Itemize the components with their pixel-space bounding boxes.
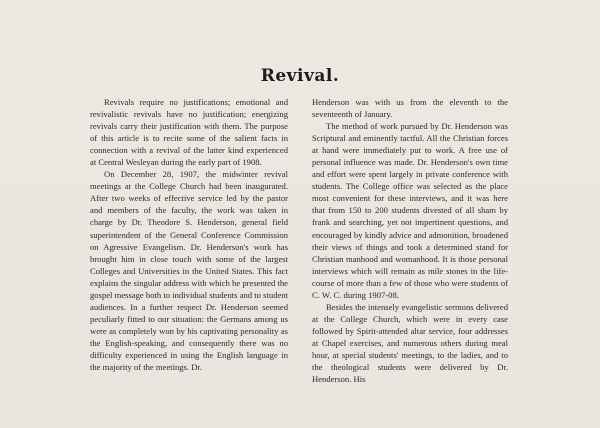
paragraph: On December 28, 1907, the midwinter revival meetings at the College Church had been inaugurated. After two weeks of effective service led by the pastor and members of the faculty, the work was taken in charge by Dr. Theodore S. Henderson, general field superintendent of the General Conference Commission on Agressive Evangelism. Dr. Henderson's work has brought him in close touch with some of the largest Colleges and Universities in the United States. This fact explains the singular address with which he presented the gospel message both to individual students and to student audiences. In a further respect Dr. Henderson seemed peculiarly fitted to our situation: the Germans among us were as completely won by his captivating personality as the English-speaking, and consequently there was no difficulty experienced in using the English language in the majority of the meetings. Dr.: [90, 169, 288, 373]
article-title: Revival.: [260, 66, 340, 86]
paragraph: Henderson was with us from the eleventh to the seventeenth of January.: [312, 97, 508, 120]
right-column: [312, 96, 508, 385]
paragraph: Besides the intensely evangelistic sermons delivered at the College Church, which were in every case followed by Spirit-attended altar service, four addresses at Chapel exercises, and numerous others during meal hour, at special students' meetings, to the ladies, and to the theological students were delivered by Dr. Henderson. His: [312, 301, 508, 385]
paragraph: The method of work pursued by Dr. Henderson was Scriptural and eminently tactful. All the Christian forces at hand were immediately put to work. A free use of personal influence was made. Dr. Henderson's own time and effort were spent largely in private conference with students. The College office was selected as the place most convenient for these interviews, and it was here that from 150 to 200 students divested of all sham by frank and searching, yet not impertinent questions, and encouraged by kindly advice and admonition, broadened their views of things and took a determined stand for Christian manhood and womanhood. It is those personal interviews which will remain as mile stones in the life-course of more than a few of those who were students of C. W. C. during 1907-08.: [312, 121, 508, 300]
left-column: [90, 96, 288, 373]
paragraph: Revivals require no justifications; emotional and revivalistic revivals have no justification; energizing revivals carry their justification with them. The purpose of this article is to recite some of the salient facts in connection with a revival of the latter kind experienced at Central Wesleyan during the early part of 1908.: [90, 97, 288, 168]
